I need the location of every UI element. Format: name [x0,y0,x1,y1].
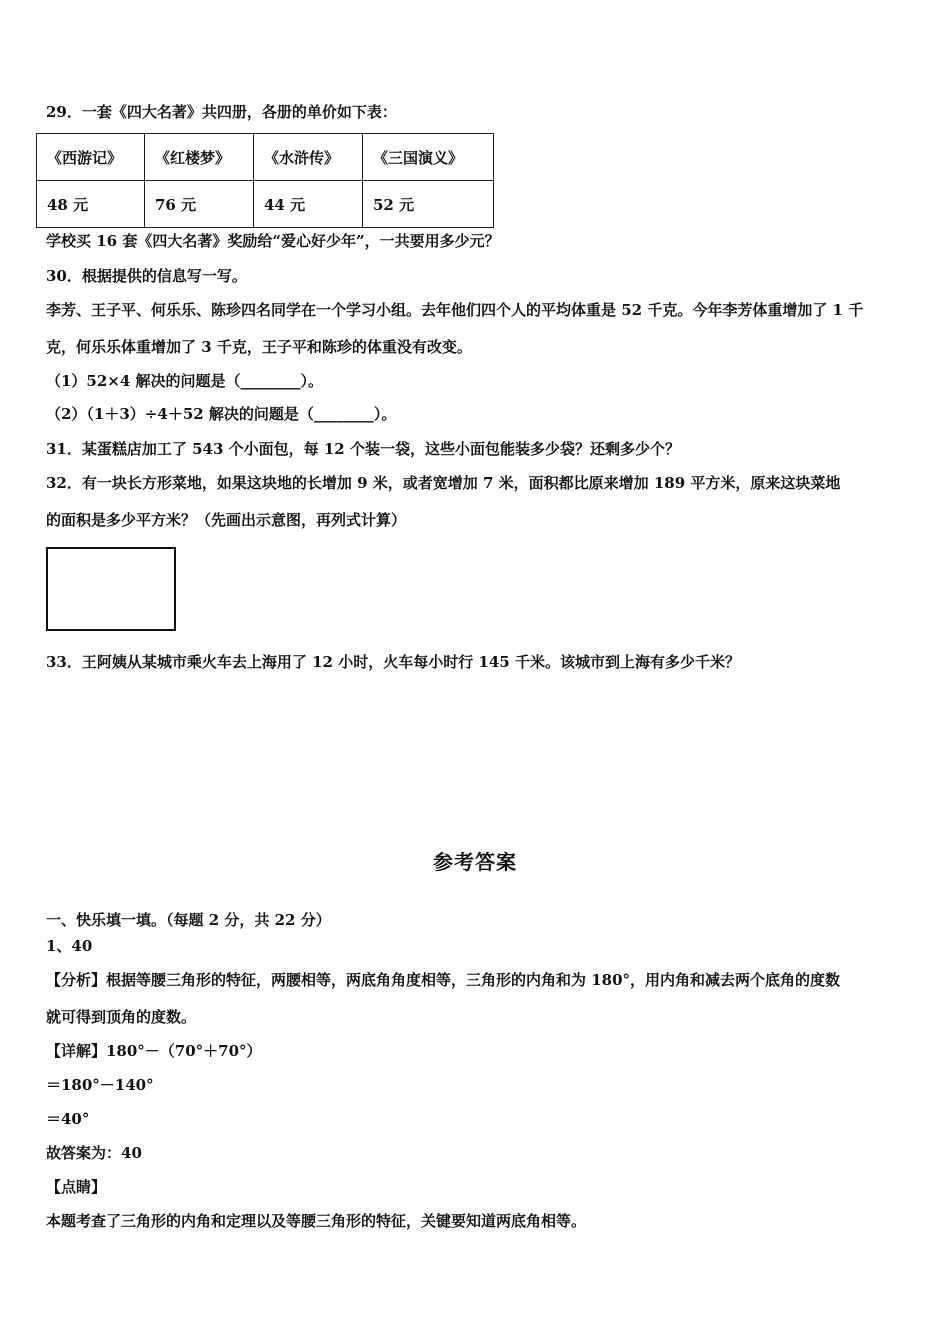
analysis-line1: 【分析】根据等腰三角形的特征，两腰相等，两底角角度相等，三角形的内角和为 180°，用内角和减去两个底角的度数 [46,971,841,989]
price-table [36,133,494,228]
q29-question: 学校买 16 套《四大名著》奖励给“爱心好少年”，一共要用多少元？ [46,232,500,250]
table-row [37,181,494,228]
q30-sub2: （2）（1＋3）÷4＋52 解决的问题是（________）。 [46,405,397,423]
comment-text: 本题考查了三角形的内角和定理以及等腰三角形的特征，关键要知道两底角相等。 [46,1212,587,1230]
answer-1-title: 1、40 [46,937,93,955]
comment-label: 【点睛】 [46,1178,107,1196]
q30-paragraph-line1: 李芳、王子平、何乐乐、陈珍四名同学在一个学习小组。去年他们四个人的平均体重是 52 千克。今年李芳体重增加了 1 千 [46,301,864,319]
q31-text: 31．某蛋糕店加工了 543 个小面包，每 12 个装一袋，这些小面包能装多少袋？还剩多少个？ [46,440,680,458]
q32-line2: 的面积是多少平方米？（先画出示意图，再列式计算） [46,511,407,529]
price-cell: 52 元 [363,181,494,228]
detail-line: 【详解】180°－（70°＋70°） [46,1042,262,1060]
q33-text: 33．王阿姨从某城市乘火车去上海用了 12 小时，火车每小时行 145 千米。该城市到上海有多少千米？ [46,653,740,671]
price-cell: 76 元 [145,181,254,228]
q29-title: 29．一套《四大名著》共四册，各册的单价如下表： [46,103,397,121]
analysis-line2: 就可得到顶角的度数。 [46,1008,197,1026]
q30-paragraph-line2: 克，何乐乐体重增加了 3 千克，王子平和陈珍的体重没有改变。 [46,338,472,356]
book-cell: 《水浒传》 [254,134,363,181]
answers-heading: 参考答案 [433,850,517,874]
price-cell: 48 元 [37,181,145,228]
diagram-box [46,547,176,631]
calc-step1: ＝180°－140° [46,1076,154,1094]
q30-sub1: （1）52×4 解决的问题是（________）。 [46,372,324,390]
answers-section-title: 一、快乐填一填。（每题 2 分，共 22 分） [46,911,331,929]
price-cell: 44 元 [254,181,363,228]
book-cell: 《红楼梦》 [145,134,254,181]
q30-title: 30．根据提供的信息写一写。 [46,267,247,285]
book-cell: 《三国演义》 [363,134,494,181]
table-row [37,134,494,181]
calc-step2: ＝40° [46,1110,90,1128]
q32-line1: 32．有一块长方形菜地，如果这块地的长增加 9 米，或者宽增加 7 米，面积都比原来增加 189 平方米，原来这块菜地 [46,474,841,492]
book-cell: 《西游记》 [37,134,145,181]
conclusion-line: 故答案为：40 [46,1144,142,1162]
